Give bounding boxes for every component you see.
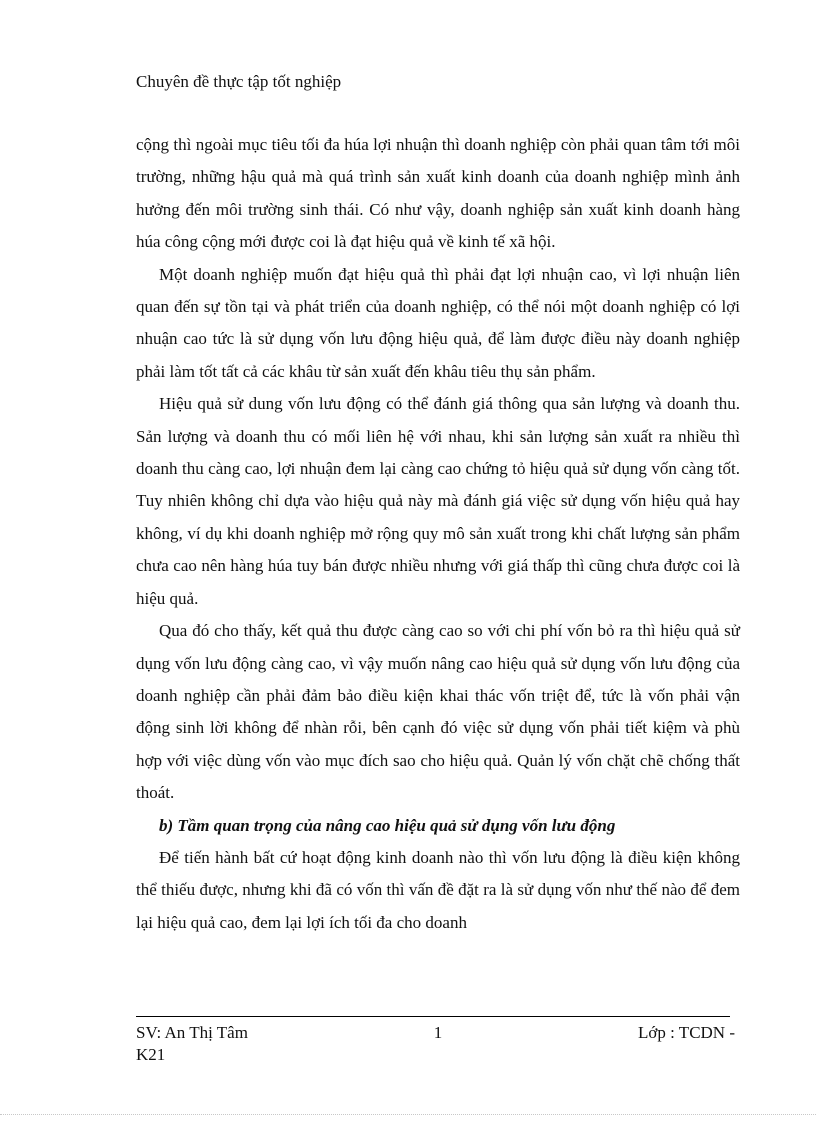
document-body <box>136 129 740 939</box>
paragraph-4: Qua đó cho thấy, kết quả thu được càng cao so với chi phí vốn bỏ ra thì hiệu quả sử dụng vốn lưu động càng cao, vì vậy muốn nâng cao hiệu quả sử dụng vốn lưu động của doanh nghiệp cần phải đảm bảo điều kiện khai thác vốn triệt để, tức là vốn phải vận động sinh lời không để nhàn rỗi, bên cạnh đó việc sử dụng vốn phải tiết kiệm và phù hợp với việc dùng vốn vào mục đích sao cho hiệu quả. Quản lý vốn chặt chẽ chống thất thoát. <box>136 621 740 803</box>
page-number: 1 <box>433 1023 443 1042</box>
footer-class: Lớp : TCDN - <box>638 1023 735 1042</box>
footer-student-name: SV: An Thị Tâm <box>136 1023 248 1042</box>
section-heading-b: b) Tầm quan trọng của nâng cao hiệu quả sử dụng vốn lưu động <box>159 815 616 835</box>
footer-divider <box>136 1016 730 1017</box>
paragraph-3: Hiệu quả sử dung vốn lưu động có thể đánh giá thông qua sản lượng và doanh thu. Sản lượng và doanh thu có mối liên hệ với nhau, khi sản lượng sản xuất ra nhiều thì doanh thu càng cao, lợi nhuận đem lại càng cao chứng tỏ hiệu quả sử dụng vốn càng tốt. Tuy nhiên không chỉ dựa vào hiệu quả này mà đánh giá việc sử dụng vốn hiệu quả hay không, ví dụ khi doanh nghiệp mở rộng quy mô sản xuất trong khi chất lượng sản phẩm chưa cao nên hàng húa tuy bán được nhiều nhưng với giá thấp thì cũng chưa được coi là hiệu quả. <box>136 394 740 608</box>
footer-student <box>136 1022 306 1066</box>
page-edge <box>0 1114 816 1115</box>
paragraph-2: Một doanh nghiệp muốn đạt hiệu quả thì phải đạt lợi nhuận cao, vì lợi nhuận liên quan đến sự tồn tại và phát triển của doanh nghiệp, có thể nói một doanh nghiệp có lợi nhuận cao tức là sử dụng vốn lưu động hiệu quả, để làm được điều này doanh nghiệp phải làm tốt tất cả các khâu từ sản xuất đến khâu tiêu thụ sản phẩm. <box>136 264 740 381</box>
paragraph-1: cộng thì ngoài mục tiêu tối đa húa lợi nhuận thì doanh nghiệp còn phải quan tâm tới môi trường, những hậu quả mà quá trình sản xuất kinh doanh của doanh nghiệp mình ảnh hưởng đến môi trường sinh thái. Có như vậy, doanh nghiệp sản xuất kinh doanh hàng húa công cộng mới được coi là đạt hiệu quả về kinh tế xã hội. <box>136 135 740 252</box>
page-header: Chuyên đề thực tập tốt nghiệp <box>136 72 342 91</box>
footer-student-cont: K21 <box>136 1045 166 1064</box>
paragraph-5: Để tiến hành bất cứ hoạt động kinh doanh nào thì vốn lưu động là điều kiện không thể thiếu được, nhưng khi đã có vốn thì vấn đề đặt ra là sử dụng vốn như thế nào để đem lại hiệu quả cao, đem lại lợi ích tối đa cho doanh <box>136 847 740 932</box>
